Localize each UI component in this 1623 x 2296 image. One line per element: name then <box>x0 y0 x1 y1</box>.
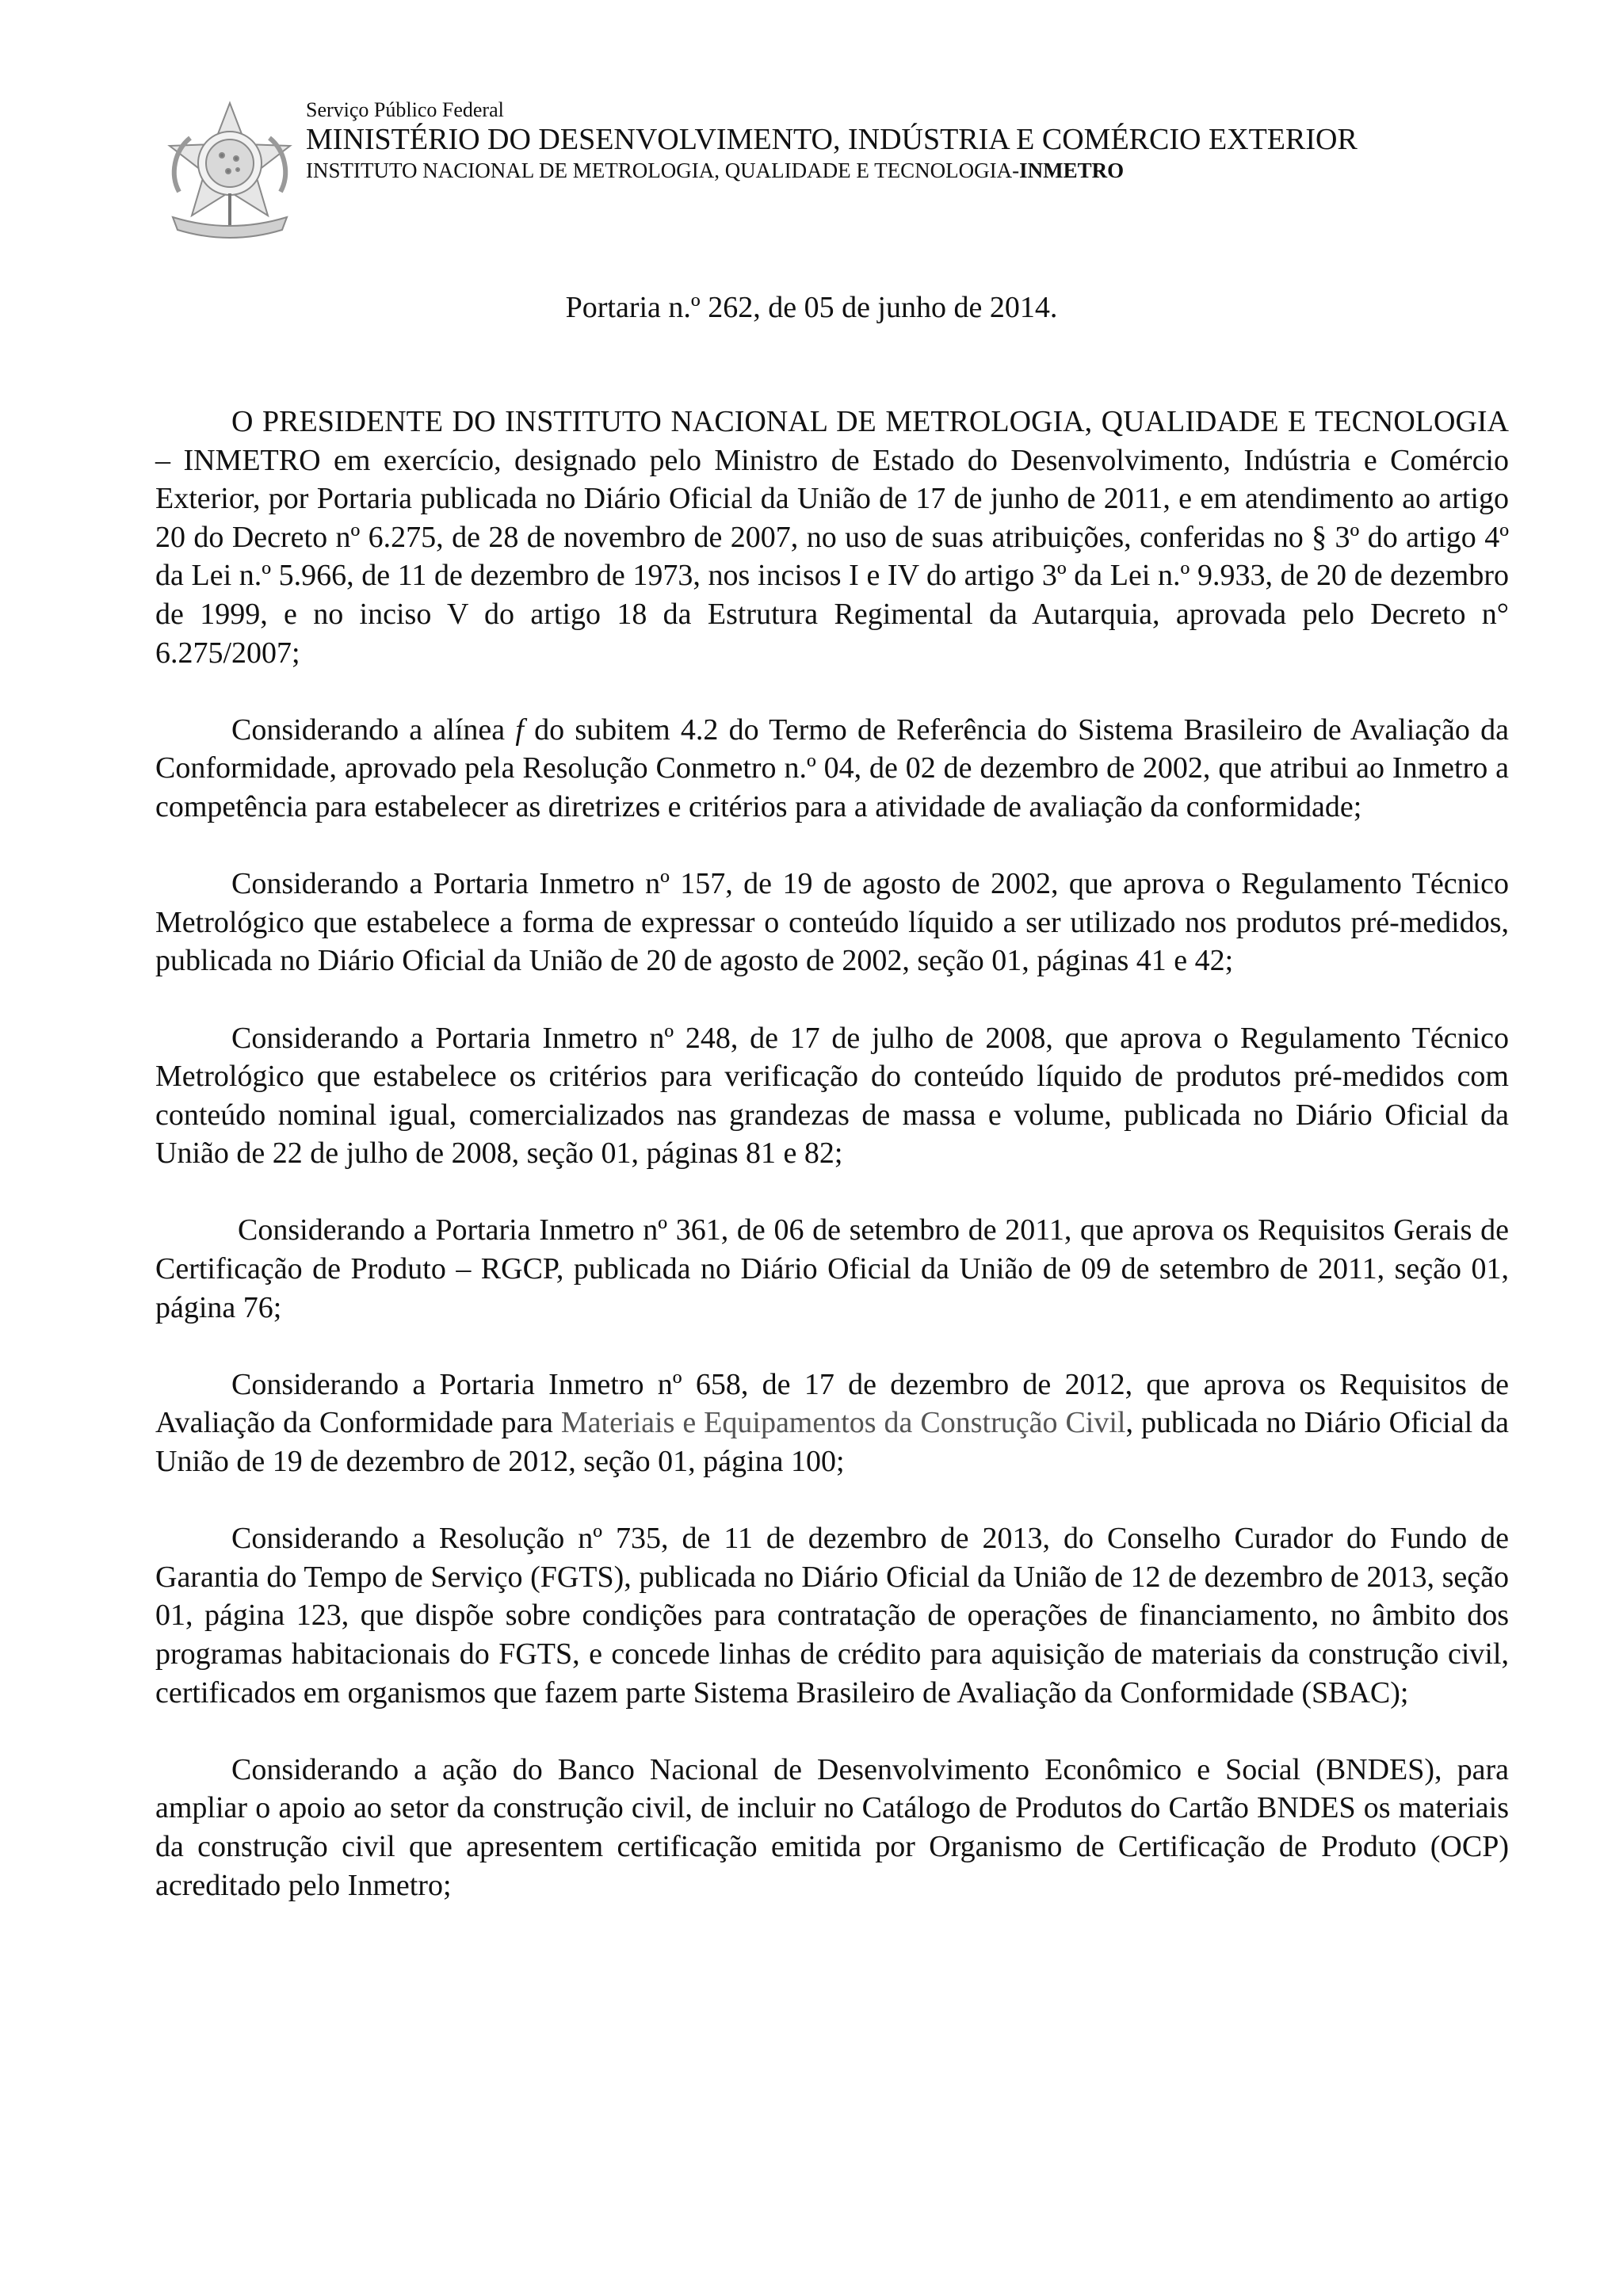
paragraph-considerando-5 <box>155 1366 1509 1481</box>
paragraph-considerando-7: Considerando a ação do Banco Nacional de Desenvolvimento Econômico e Social (BNDES), para ampliar o apoio ao setor da construção civil, de incluir no Catálogo de Produtos do Cartão BNDES os materiais da construção civil que apresentem certificação emitida por Organismo de Certificação de Produto (OCP) acreditado pelo Inmetro; <box>155 1752 1509 1902</box>
ministry-line: MINISTÉRIO DO DESENVOLVIMENTO, INDÚSTRIA E COMÉRCIO EXTERIOR <box>306 123 1358 156</box>
paragraph-text: do subitem 4.2 do Termo de Referência do Sistema Brasileiro de Avaliação da Conformidade, aprovado pela Resolução Conmetro n.º 04, de 02 de dezembro de 2002, que atribui ao Inmetro a competência para estabelecer as diretrizes e critérios para a atividade de avaliação da conformidade; <box>155 712 1509 823</box>
institute-acronym: INMETRO <box>1019 159 1125 182</box>
service-line: Serviço Público Federal <box>306 98 504 121</box>
institute-line <box>306 157 1574 184</box>
paragraph-considerando-1 <box>155 711 1509 827</box>
letterhead <box>306 98 1574 184</box>
paragraph-considerando-3: Considerando a Portaria Inmetro nº 248, de 17 de julho de 2008, que aprova o Regulamento Técnico Metrológico que estabelece os critérios para verificação do conteúdo líquido de produtos pré-medidos com conteúdo nominal igual, comercializados nas grandezas de massa e volume, publicada no Diário Oficial da União de 22 de julho de 2008, seção 01, páginas 81 e 82; <box>155 1021 1509 1171</box>
paragraph-text: , publicada no Diário Oficial da União de 19 de dezembro de 2012, seção 01, página 100; <box>155 1406 1509 1479</box>
brazil-coat-of-arms-icon <box>155 98 304 250</box>
institute-name: INSTITUTO NACIONAL DE METROLOGIA, QUALIDADE E TECNOLOGIA- <box>306 159 1020 182</box>
paragraph-italic-text: f <box>515 712 524 747</box>
paragraph-text: Considerando a Portaria Inmetro nº 658, de 17 de dezembro de 2012, que aprova os Requisitos de Avaliação da Conformidade para <box>155 1367 1509 1440</box>
paragraph-considerando-6: Considerando a Resolução nº 735, de 11 de dezembro de 2013, do Conselho Curador do Fundo de Garantia do Tempo de Serviço (FGTS), publicada no Diário Oficial da União de 12 de dezembro de 2013, seção 01, página 123, que dispõe sobre condições para contratação de operações de financiamento, no âmbito dos programas habitacionais do FGTS, e concede linhas de crédito para aquisição de materiais da construção civil, certificados em organismos que fazem parte Sistema Brasileiro de Avaliação da Conformidade (SBAC); <box>155 1522 1509 1710</box>
paragraph-preamble: O PRESIDENTE DO INSTITUTO NACIONAL DE METROLOGIA, QUALIDADE E TECNOLOGIA – INMETRO em exercício, designado pelo Ministro de Estado do Desenvolvimento, Indústria e Comércio Exterior, por Portaria publicada no Diário Oficial da União de 17 de junho de 2011, e em atendimento ao artigo 20 do Decreto nº 6.275, de 28 de novembro de 2007, no uso de suas atribuições, conferidas no § 3º do artigo 4º da Lei n.º 5.966, de 11 de dezembro de 1973, nos incisos I e IV do artigo 3º da Lei n.º 9.933, de 20 de dezembro de 1999, e no inciso V do artigo 18 da Estrutura Regimental da Autarquia, aprovada pelo Decreto n° 6.275/2007; <box>155 405 1509 670</box>
document-title: Portaria n.º 262, de 05 de junho de 2014. <box>565 291 1058 324</box>
paragraph-text: Considerando a alínea <box>231 712 516 747</box>
paragraph-considerando-4: Considerando a Portaria Inmetro nº 361, de 06 de setembro de 2011, que aprova os Requisitos Gerais de Certificação de Produto – RGCP, publicada no Diário Oficial da União de 09 de setembro de 2011, seção 01, página 76; <box>155 1213 1509 1324</box>
paragraph-considerando-2: Considerando a Portaria Inmetro nº 157, de 19 de agosto de 2002, que aprova o Regulamento Técnico Metrológico que estabelece a forma de expressar o conteúdo líquido a ser utilizado nos produtos pré-medidos, publicada no Diário Oficial da União de 20 de agosto de 2002, seção 01, páginas 41 e 42; <box>155 867 1509 978</box>
document-body <box>155 403 1509 1943</box>
paragraph-highlight-text: Materiais e Equipamentos da Construção Civil <box>560 1406 1126 1440</box>
